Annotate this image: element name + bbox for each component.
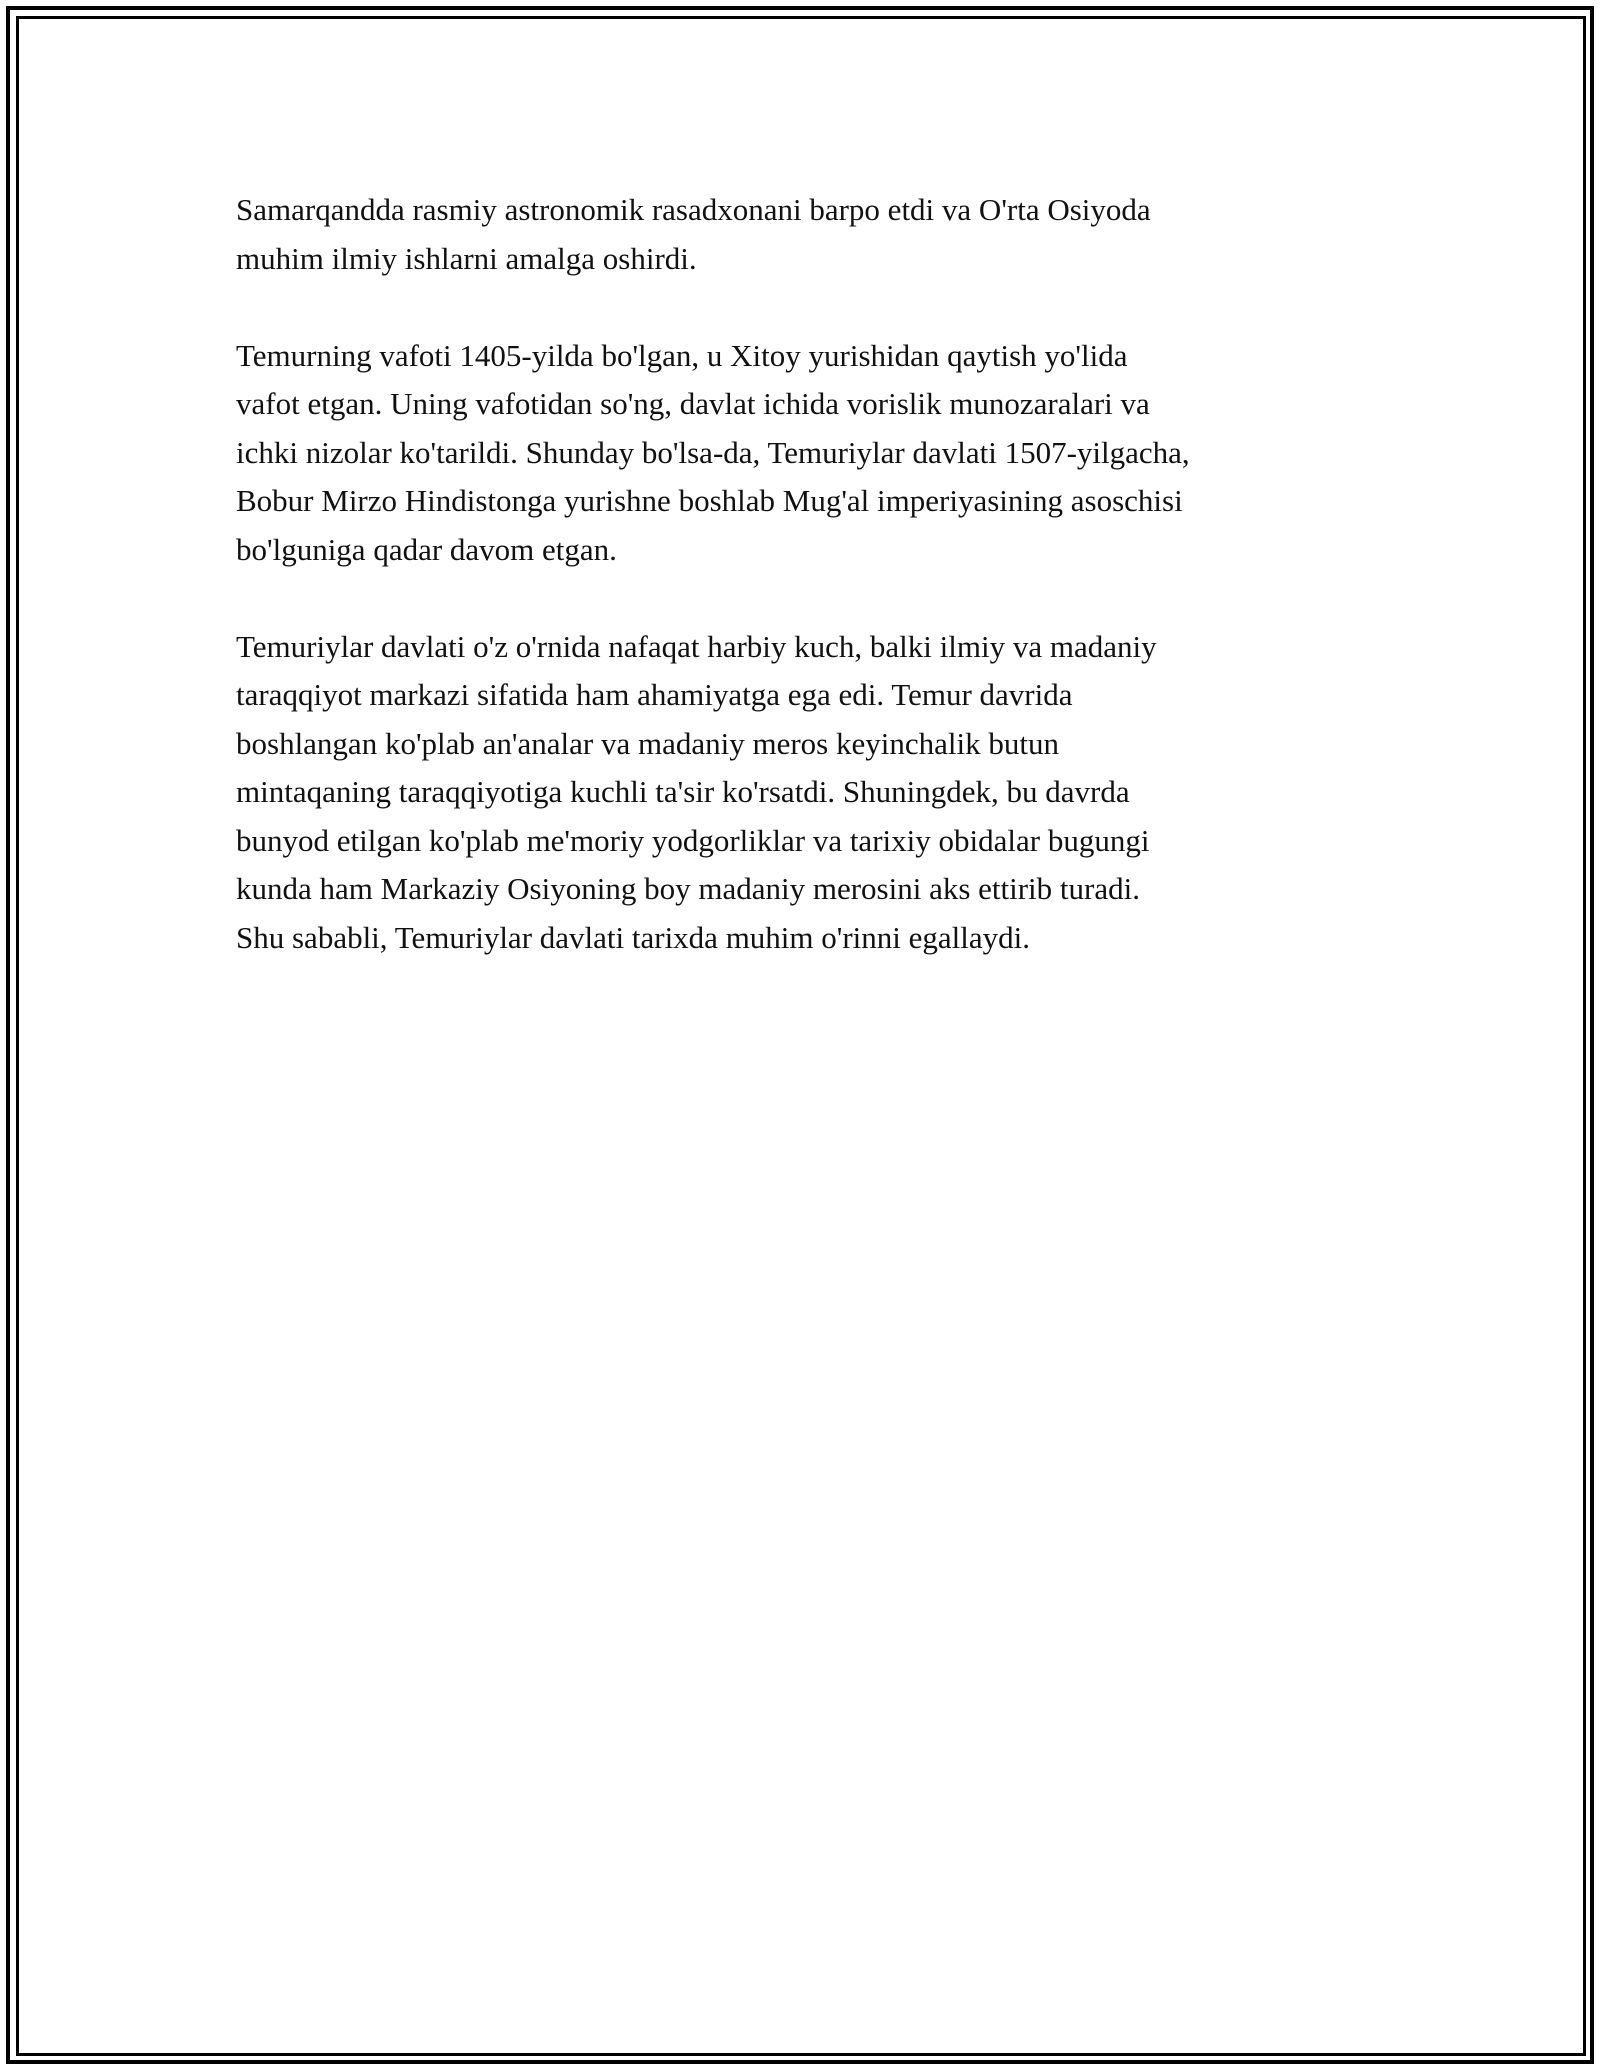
paragraph-1: Samarqandda rasmiy astronomik rasadxonani barpo etdi va O'rta Osiyoda muhim ilmiy ishlarni amalga oshirdi. bbox=[236, 192, 1151, 276]
paragraph-2: Temurning vafoti 1405-yilda bo'lgan, u Xitoy yurishidan qaytish yo'lida vafot etgan. Uning vafotidan so'ng, davlat ichida vorislik munozaralari va ichki nizolar ko'tarildi. Shunday bo'lsa-da, Temuriylar davlati 1507-yilgacha, Bobur Mirzo Hindistonga yurishne boshlab Mug'al imperiyasining asoschisi bo'lguniga qadar davom etgan. bbox=[236, 337, 1190, 567]
document-body bbox=[236, 186, 1386, 1011]
paragraph-3: Temuriylar davlati o'z o'rnida nafaqat harbiy kuch, balki ilmiy va madaniy taraqqiyot markazi sifatida ham ahamiyatga ega edi. Temur davrida boshlangan ko'plab an'analar va madaniy meros keyinchalik butun mintaqaning taraqqiyotiga kuchli ta'sir ko'rsatdi. Shuningdek, bu davrda bunyod etilgan ko'plab me'moriy yodgorliklar va tarixiy obidalar bugungi kunda ham Markaziy Osiyoning boy madaniy merosini aks ettirib turadi. Shu sababli, Temuriylar davlati tarixda muhim o'rinni egallaydi. bbox=[236, 628, 1157, 955]
